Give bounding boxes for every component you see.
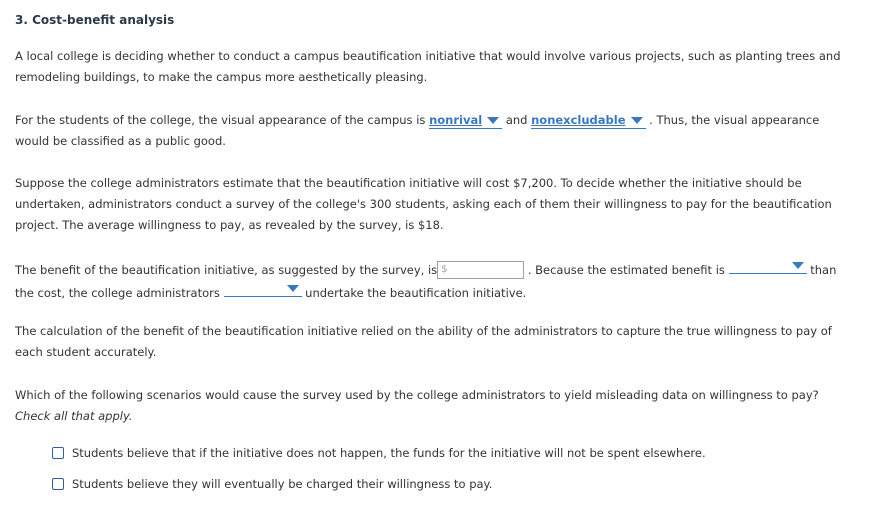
excludability-dropdown[interactable] <box>531 113 645 129</box>
benefit-input-box[interactable] <box>437 261 524 279</box>
comparison-dropdown[interactable] <box>729 258 807 274</box>
p2-text-after: . Thus, the visual appearance would be classified as a public good. <box>15 113 820 148</box>
chevron-down-icon <box>792 262 804 269</box>
chevron-down-icon <box>631 117 643 124</box>
option-2-label: Students believe they will eventually be charged their willingness to pay. <box>72 477 493 491</box>
option-2[interactable] <box>52 476 492 492</box>
scenario-question <box>15 385 845 427</box>
p4-text-after1: than the cost, the college administrators <box>15 263 837 300</box>
decision-dropdown[interactable] <box>224 281 302 297</box>
chevron-down-icon <box>487 117 499 124</box>
benefit-paragraph <box>15 258 845 304</box>
rivalry-dropdown[interactable] <box>429 113 502 129</box>
p2-text-mid: and <box>505 113 528 127</box>
intro-paragraph: A local college is deciding whether to conduct a campus beautification initiative that would involve various projects, such as planting trees and remodeling buildings, to make the campus more aesthetically pleasing. <box>15 49 841 84</box>
currency-symbol: $ <box>441 263 448 275</box>
scenario-question-text: Which of the following scenarios would cause the survey used by the college administrators to yield misleading data on willingness to pay? <box>15 388 819 402</box>
option-1[interactable] <box>52 445 706 461</box>
checkbox[interactable] <box>52 447 64 459</box>
excludability-dropdown-value: nonexcludable <box>531 113 626 127</box>
p2-text-before: For the students of the college, the visual appearance of the campus is <box>15 113 426 127</box>
public-good-paragraph <box>15 110 845 152</box>
benefit-input[interactable] <box>450 262 520 278</box>
p4-text-before: The benefit of the beautification initiative, as suggested by the survey, is <box>15 263 438 277</box>
survey-paragraph: Suppose the college administrators estimate that the beautification initiative will cost $7,200. To decide whether the initiative should be undertaken, administrators conduct a survey of the college's 300 students, asking each of them their willingness to pay for the beautification project. The average willingness to pay, as revealed by the survey, is $18. <box>15 176 832 232</box>
question-heading: 3. Cost-benefit analysis <box>15 13 175 27</box>
accuracy-paragraph: The calculation of the benefit of the beautification initiative relied on the ability of the administrators to capture the true willingness to pay of each student accurately. <box>15 324 832 359</box>
p4-text-after2: undertake the beautification initiative. <box>305 286 527 300</box>
checkbox[interactable] <box>52 478 64 490</box>
rivalry-dropdown-value: nonrival <box>429 113 483 127</box>
option-1-label: Students believe that if the initiative does not happen, the funds for the initiative will not be spent elsewhere. <box>72 446 706 460</box>
chevron-down-icon <box>287 285 299 292</box>
scenario-question-hint: Check all that apply. <box>15 409 133 423</box>
p4-text-mid: . Because the estimated benefit is <box>527 263 725 277</box>
